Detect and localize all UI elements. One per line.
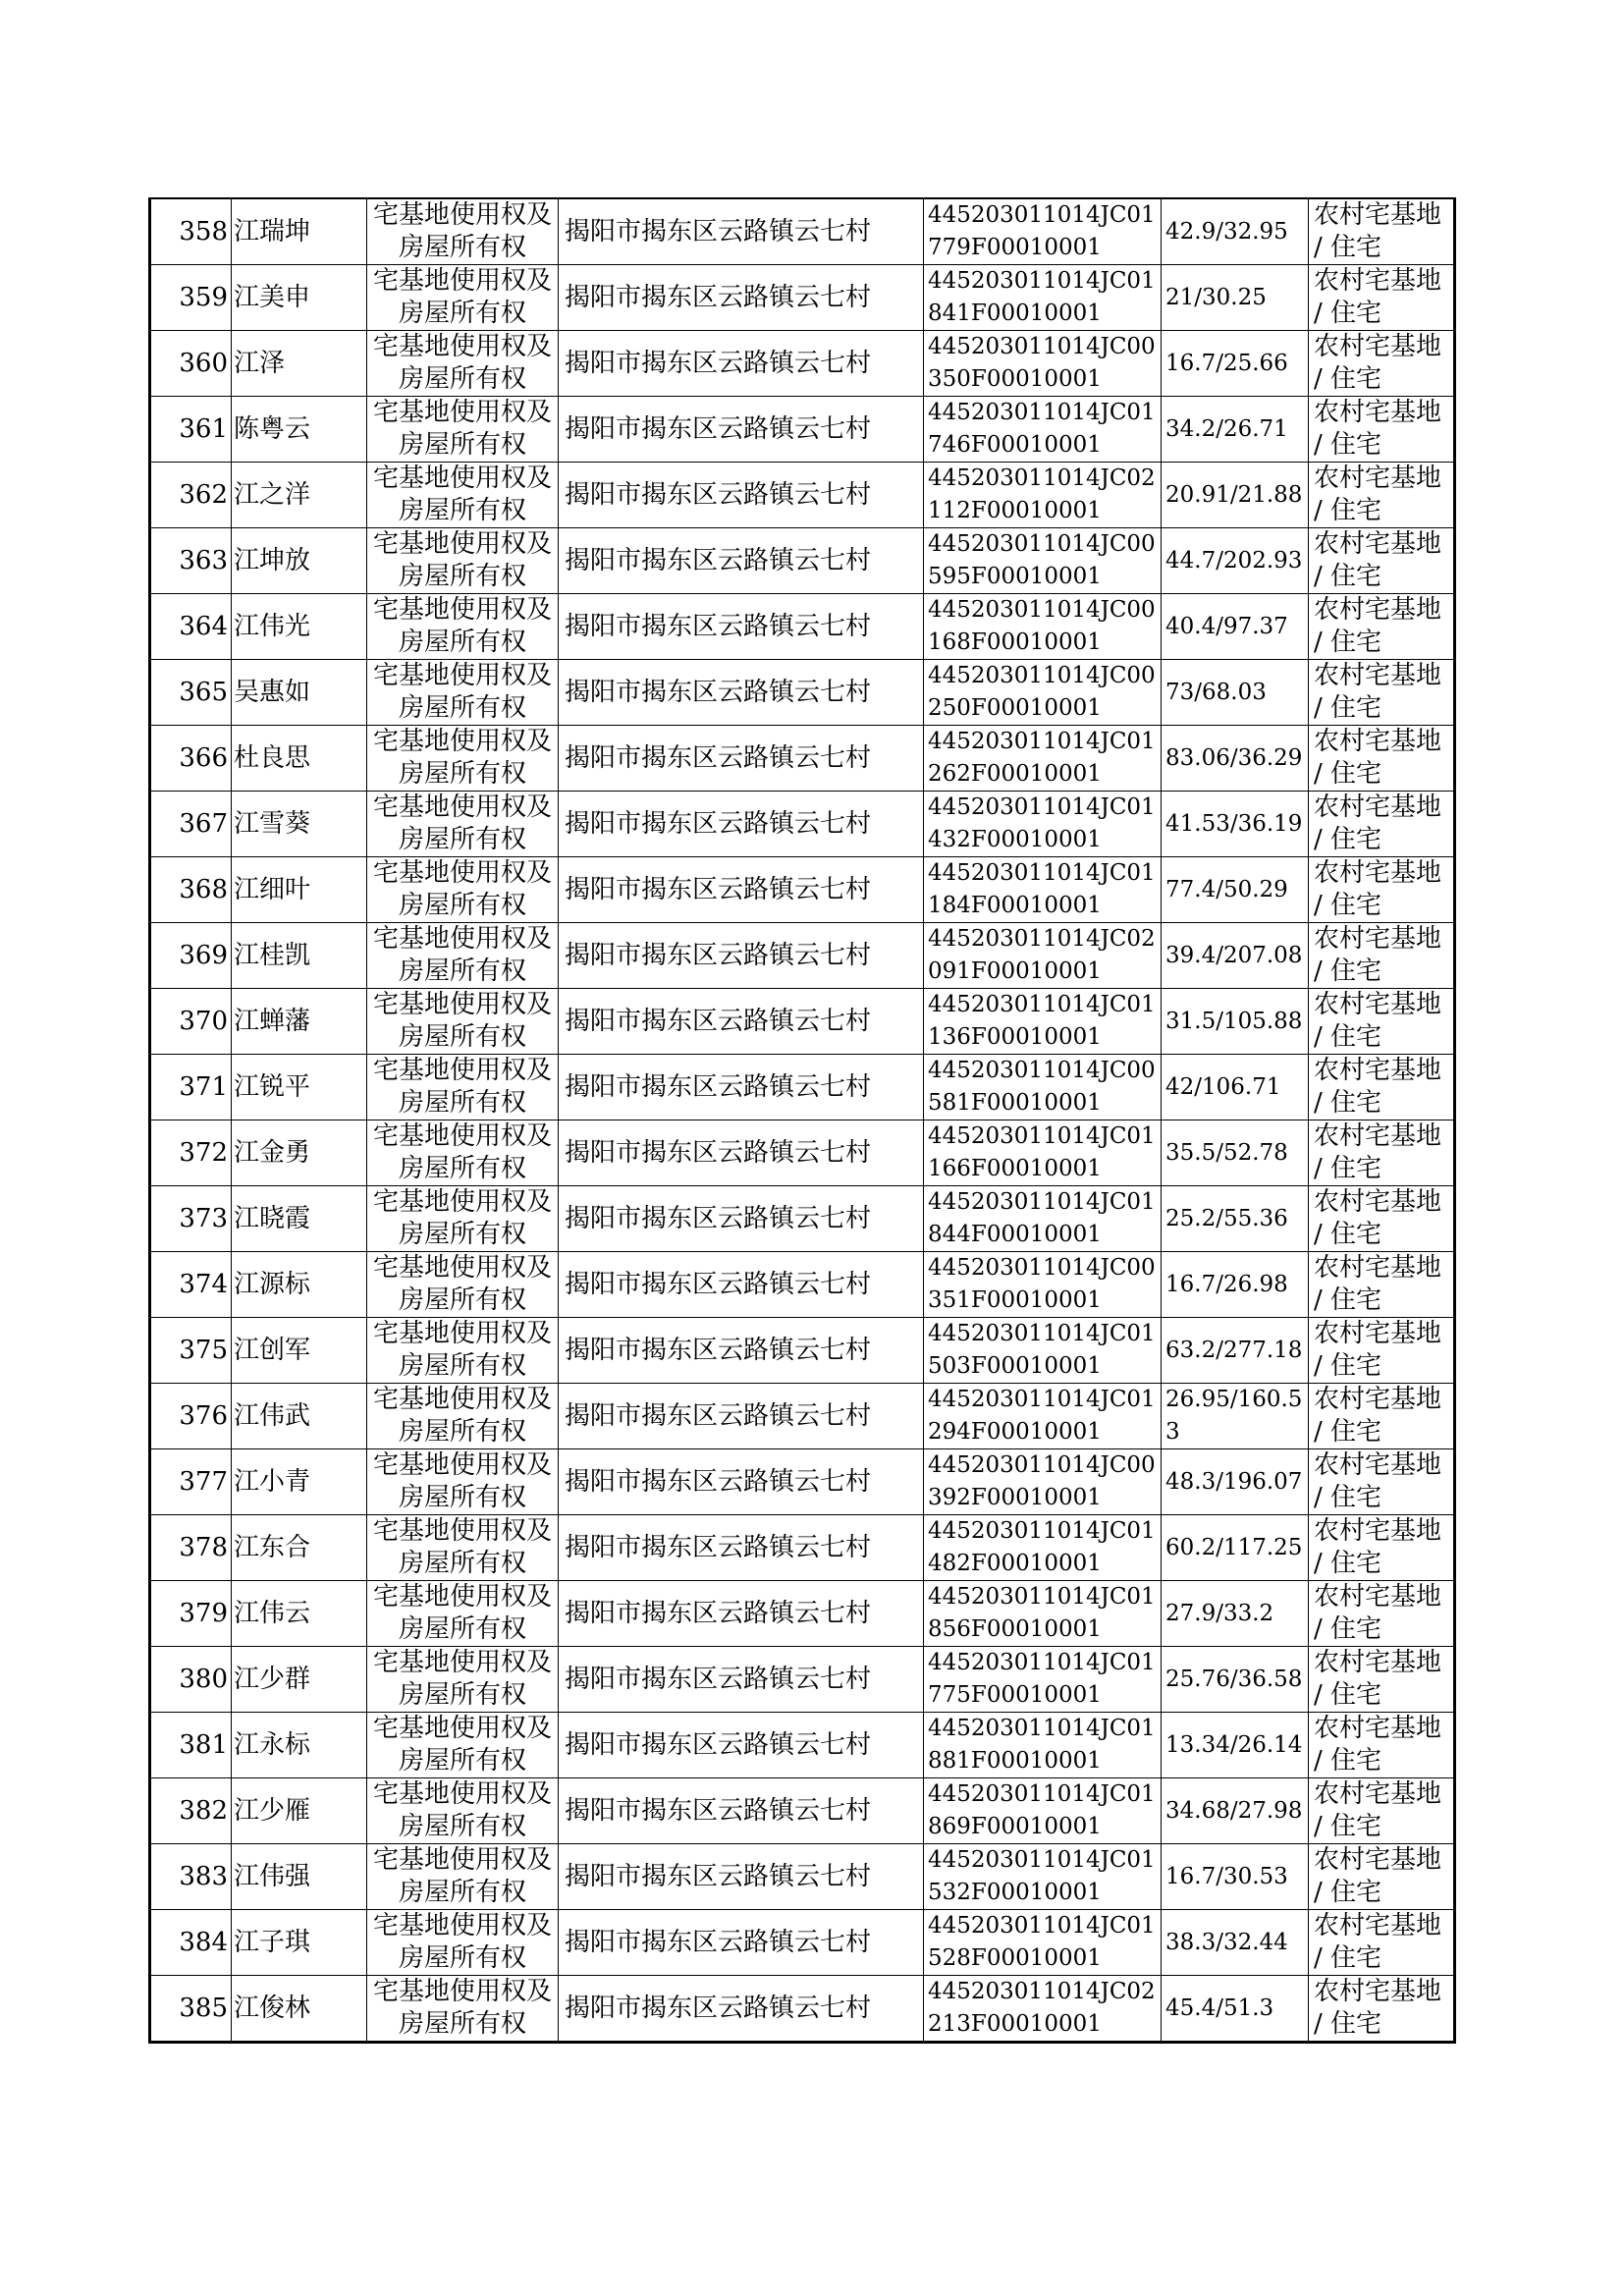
right-type-cell: 宅基地使用权及房屋所有权 — [367, 331, 559, 397]
location-cell: 揭阳市揭东区云路镇云七村 — [559, 989, 924, 1055]
area-cell: 38.3/32.44 — [1162, 1910, 1309, 1976]
location-cell: 揭阳市揭东区云路镇云七村 — [559, 726, 924, 792]
land-use-cell: 农村宅基地 / 住宅 — [1309, 1976, 1455, 2043]
table-row — [150, 1844, 1455, 1910]
location-cell: 揭阳市揭东区云路镇云七村 — [559, 1976, 924, 2043]
land-use-cell: 农村宅基地 / 住宅 — [1309, 528, 1455, 594]
unit-code-cell: 445203011014JC01294F00010001 — [924, 1384, 1162, 1449]
row-number-cell: 365 — [150, 660, 232, 726]
owner-name-cell: 江瑞坤 — [232, 198, 367, 265]
table-row — [150, 265, 1455, 331]
unit-code-cell: 445203011014JC00351F00010001 — [924, 1252, 1162, 1318]
right-type-cell: 宅基地使用权及房屋所有权 — [367, 1581, 559, 1647]
row-number-cell: 375 — [150, 1318, 232, 1384]
right-type-cell: 宅基地使用权及房屋所有权 — [367, 1186, 559, 1252]
table-row — [150, 1581, 1455, 1647]
row-number-cell: 359 — [150, 265, 232, 331]
owner-name-cell: 江晓霞 — [232, 1186, 367, 1252]
land-use-cell: 农村宅基地 / 住宅 — [1309, 1318, 1455, 1384]
unit-code-cell: 445203011014JC00581F00010001 — [924, 1055, 1162, 1120]
row-number-cell: 368 — [150, 857, 232, 923]
location-cell: 揭阳市揭东区云路镇云七村 — [559, 331, 924, 397]
unit-code-cell: 445203011014JC01746F00010001 — [924, 397, 1162, 463]
area-cell: 21/30.25 — [1162, 265, 1309, 331]
row-number-cell: 358 — [150, 198, 232, 265]
unit-code-cell: 445203011014JC01844F00010001 — [924, 1186, 1162, 1252]
location-cell: 揭阳市揭东区云路镇云七村 — [559, 594, 924, 660]
location-cell: 揭阳市揭东区云路镇云七村 — [559, 198, 924, 265]
right-type-cell: 宅基地使用权及房屋所有权 — [367, 1976, 559, 2043]
owner-name-cell: 江蝉藩 — [232, 989, 367, 1055]
table-row — [150, 1778, 1455, 1844]
owner-name-cell: 杜良思 — [232, 726, 367, 792]
land-use-cell: 农村宅基地 / 住宅 — [1309, 1120, 1455, 1186]
area-cell: 25.76/36.58 — [1162, 1647, 1309, 1713]
land-use-cell: 农村宅基地 / 住宅 — [1309, 463, 1455, 528]
table-row — [150, 1910, 1455, 1976]
area-cell: 20.91/21.88 — [1162, 463, 1309, 528]
unit-code-cell: 445203011014JC01775F00010001 — [924, 1647, 1162, 1713]
table-row — [150, 463, 1455, 528]
right-type-cell: 宅基地使用权及房屋所有权 — [367, 1318, 559, 1384]
row-number-cell: 371 — [150, 1055, 232, 1120]
location-cell: 揭阳市揭东区云路镇云七村 — [559, 857, 924, 923]
owner-name-cell: 江伟云 — [232, 1581, 367, 1647]
right-type-cell: 宅基地使用权及房屋所有权 — [367, 1449, 559, 1515]
register-table-body — [150, 198, 1455, 2043]
row-number-cell: 378 — [150, 1515, 232, 1581]
land-use-cell: 农村宅基地 / 住宅 — [1309, 1844, 1455, 1910]
area-cell: 83.06/36.29 — [1162, 726, 1309, 792]
table-row — [150, 331, 1455, 397]
area-cell: 48.3/196.07 — [1162, 1449, 1309, 1515]
right-type-cell: 宅基地使用权及房屋所有权 — [367, 265, 559, 331]
table-row — [150, 528, 1455, 594]
table-row — [150, 1713, 1455, 1778]
right-type-cell: 宅基地使用权及房屋所有权 — [367, 1515, 559, 1581]
unit-code-cell: 445203011014JC01136F00010001 — [924, 989, 1162, 1055]
location-cell: 揭阳市揭东区云路镇云七村 — [559, 463, 924, 528]
right-type-cell: 宅基地使用权及房屋所有权 — [367, 463, 559, 528]
table-row — [150, 1976, 1455, 2043]
table-row — [150, 1055, 1455, 1120]
table-row — [150, 397, 1455, 463]
location-cell: 揭阳市揭东区云路镇云七村 — [559, 1318, 924, 1384]
unit-code-cell: 445203011014JC01503F00010001 — [924, 1318, 1162, 1384]
owner-name-cell: 江雪葵 — [232, 792, 367, 857]
unit-code-cell: 445203011014JC01262F00010001 — [924, 726, 1162, 792]
land-use-cell: 农村宅基地 / 住宅 — [1309, 1581, 1455, 1647]
area-cell: 45.4/51.3 — [1162, 1976, 1309, 2043]
row-number-cell: 362 — [150, 463, 232, 528]
right-type-cell: 宅基地使用权及房屋所有权 — [367, 1384, 559, 1449]
row-number-cell: 364 — [150, 594, 232, 660]
table-row — [150, 792, 1455, 857]
owner-name-cell: 江源标 — [232, 1252, 367, 1318]
unit-code-cell: 445203011014JC00595F00010001 — [924, 528, 1162, 594]
owner-name-cell: 江小青 — [232, 1449, 367, 1515]
area-cell: 26.95/160.53 — [1162, 1384, 1309, 1449]
area-cell: 13.34/26.14 — [1162, 1713, 1309, 1778]
owner-name-cell: 江子琪 — [232, 1910, 367, 1976]
location-cell: 揭阳市揭东区云路镇云七村 — [559, 660, 924, 726]
land-use-cell: 农村宅基地 / 住宅 — [1309, 1384, 1455, 1449]
row-number-cell: 369 — [150, 923, 232, 989]
unit-code-cell: 445203011014JC01841F00010001 — [924, 265, 1162, 331]
location-cell: 揭阳市揭东区云路镇云七村 — [559, 1384, 924, 1449]
row-number-cell: 366 — [150, 726, 232, 792]
right-type-cell: 宅基地使用权及房屋所有权 — [367, 726, 559, 792]
area-cell: 42/106.71 — [1162, 1055, 1309, 1120]
table-row — [150, 1384, 1455, 1449]
row-number-cell: 374 — [150, 1252, 232, 1318]
unit-code-cell: 445203011014JC01779F00010001 — [924, 198, 1162, 265]
location-cell: 揭阳市揭东区云路镇云七村 — [559, 528, 924, 594]
area-cell: 34.68/27.98 — [1162, 1778, 1309, 1844]
land-use-cell: 农村宅基地 / 住宅 — [1309, 1713, 1455, 1778]
right-type-cell: 宅基地使用权及房屋所有权 — [367, 198, 559, 265]
area-cell: 73/68.03 — [1162, 660, 1309, 726]
area-cell: 60.2/117.25 — [1162, 1515, 1309, 1581]
unit-code-cell: 445203011014JC02091F00010001 — [924, 923, 1162, 989]
location-cell: 揭阳市揭东区云路镇云七村 — [559, 1713, 924, 1778]
unit-code-cell: 445203011014JC01532F00010001 — [924, 1844, 1162, 1910]
owner-name-cell: 陈粤云 — [232, 397, 367, 463]
location-cell: 揭阳市揭东区云路镇云七村 — [559, 1055, 924, 1120]
land-use-cell: 农村宅基地 / 住宅 — [1309, 989, 1455, 1055]
location-cell: 揭阳市揭东区云路镇云七村 — [559, 397, 924, 463]
owner-name-cell: 江永标 — [232, 1713, 367, 1778]
land-use-cell: 农村宅基地 / 住宅 — [1309, 1910, 1455, 1976]
location-cell: 揭阳市揭东区云路镇云七村 — [559, 1647, 924, 1713]
right-type-cell: 宅基地使用权及房屋所有权 — [367, 1055, 559, 1120]
area-cell: 40.4/97.37 — [1162, 594, 1309, 660]
owner-name-cell: 江金勇 — [232, 1120, 367, 1186]
unit-code-cell: 445203011014JC01166F00010001 — [924, 1120, 1162, 1186]
area-cell: 39.4/207.08 — [1162, 923, 1309, 989]
row-number-cell: 372 — [150, 1120, 232, 1186]
table-row — [150, 198, 1455, 265]
right-type-cell: 宅基地使用权及房屋所有权 — [367, 923, 559, 989]
right-type-cell: 宅基地使用权及房屋所有权 — [367, 594, 559, 660]
table-row — [150, 923, 1455, 989]
owner-name-cell: 江俊林 — [232, 1976, 367, 2043]
area-cell: 35.5/52.78 — [1162, 1120, 1309, 1186]
area-cell: 16.7/25.66 — [1162, 331, 1309, 397]
row-number-cell: 361 — [150, 397, 232, 463]
unit-code-cell: 445203011014JC01869F00010001 — [924, 1778, 1162, 1844]
row-number-cell: 384 — [150, 1910, 232, 1976]
unit-code-cell: 445203011014JC01881F00010001 — [924, 1713, 1162, 1778]
location-cell: 揭阳市揭东区云路镇云七村 — [559, 1515, 924, 1581]
location-cell: 揭阳市揭东区云路镇云七村 — [559, 1120, 924, 1186]
land-use-cell: 农村宅基地 / 住宅 — [1309, 265, 1455, 331]
owner-name-cell: 江坤放 — [232, 528, 367, 594]
unit-code-cell: 445203011014JC01184F00010001 — [924, 857, 1162, 923]
table-row — [150, 594, 1455, 660]
location-cell: 揭阳市揭东区云路镇云七村 — [559, 1910, 924, 1976]
land-use-cell: 农村宅基地 / 住宅 — [1309, 923, 1455, 989]
land-use-cell: 农村宅基地 / 住宅 — [1309, 1186, 1455, 1252]
row-number-cell: 377 — [150, 1449, 232, 1515]
location-cell: 揭阳市揭东区云路镇云七村 — [559, 1581, 924, 1647]
register-table — [148, 197, 1456, 2044]
right-type-cell: 宅基地使用权及房屋所有权 — [367, 1252, 559, 1318]
right-type-cell: 宅基地使用权及房屋所有权 — [367, 792, 559, 857]
unit-code-cell: 445203011014JC02112F00010001 — [924, 463, 1162, 528]
row-number-cell: 373 — [150, 1186, 232, 1252]
owner-name-cell: 江创军 — [232, 1318, 367, 1384]
table-row — [150, 989, 1455, 1055]
land-use-cell: 农村宅基地 / 住宅 — [1309, 792, 1455, 857]
owner-name-cell: 江东合 — [232, 1515, 367, 1581]
land-use-cell: 农村宅基地 / 住宅 — [1309, 1449, 1455, 1515]
location-cell: 揭阳市揭东区云路镇云七村 — [559, 1844, 924, 1910]
area-cell: 77.4/50.29 — [1162, 857, 1309, 923]
owner-name-cell: 江少群 — [232, 1647, 367, 1713]
area-cell: 44.7/202.93 — [1162, 528, 1309, 594]
unit-code-cell: 445203011014JC01856F00010001 — [924, 1581, 1162, 1647]
unit-code-cell: 445203011014JC01482F00010001 — [924, 1515, 1162, 1581]
land-use-cell: 农村宅基地 / 住宅 — [1309, 1515, 1455, 1581]
table-row — [150, 1186, 1455, 1252]
land-use-cell: 农村宅基地 / 住宅 — [1309, 1647, 1455, 1713]
owner-name-cell: 江少雁 — [232, 1778, 367, 1844]
area-cell: 16.7/30.53 — [1162, 1844, 1309, 1910]
land-use-cell: 农村宅基地 / 住宅 — [1309, 1055, 1455, 1120]
owner-name-cell: 江伟武 — [232, 1384, 367, 1449]
area-cell: 63.2/277.18 — [1162, 1318, 1309, 1384]
land-use-cell: 农村宅基地 / 住宅 — [1309, 594, 1455, 660]
table-row — [150, 1252, 1455, 1318]
location-cell: 揭阳市揭东区云路镇云七村 — [559, 265, 924, 331]
land-use-cell: 农村宅基地 / 住宅 — [1309, 660, 1455, 726]
area-cell: 16.7/26.98 — [1162, 1252, 1309, 1318]
row-number-cell: 381 — [150, 1713, 232, 1778]
unit-code-cell: 445203011014JC00168F00010001 — [924, 594, 1162, 660]
table-row — [150, 1449, 1455, 1515]
owner-name-cell: 江美申 — [232, 265, 367, 331]
right-type-cell: 宅基地使用权及房屋所有权 — [367, 660, 559, 726]
location-cell: 揭阳市揭东区云路镇云七村 — [559, 923, 924, 989]
owner-name-cell: 江伟光 — [232, 594, 367, 660]
row-number-cell: 370 — [150, 989, 232, 1055]
table-row — [150, 1515, 1455, 1581]
right-type-cell: 宅基地使用权及房屋所有权 — [367, 1778, 559, 1844]
row-number-cell: 367 — [150, 792, 232, 857]
right-type-cell: 宅基地使用权及房屋所有权 — [367, 857, 559, 923]
table-row — [150, 1318, 1455, 1384]
owner-name-cell: 吴惠如 — [232, 660, 367, 726]
area-cell: 25.2/55.36 — [1162, 1186, 1309, 1252]
land-use-cell: 农村宅基地 / 住宅 — [1309, 198, 1455, 265]
row-number-cell: 385 — [150, 1976, 232, 2043]
land-use-cell: 农村宅基地 / 住宅 — [1309, 331, 1455, 397]
unit-code-cell: 445203011014JC00392F00010001 — [924, 1449, 1162, 1515]
row-number-cell: 382 — [150, 1778, 232, 1844]
unit-code-cell: 445203011014JC01432F00010001 — [924, 792, 1162, 857]
owner-name-cell: 江桂凯 — [232, 923, 367, 989]
location-cell: 揭阳市揭东区云路镇云七村 — [559, 1186, 924, 1252]
row-number-cell: 380 — [150, 1647, 232, 1713]
row-number-cell: 379 — [150, 1581, 232, 1647]
land-use-cell: 农村宅基地 / 住宅 — [1309, 1778, 1455, 1844]
right-type-cell: 宅基地使用权及房屋所有权 — [367, 1120, 559, 1186]
owner-name-cell: 江伟强 — [232, 1844, 367, 1910]
right-type-cell: 宅基地使用权及房屋所有权 — [367, 397, 559, 463]
table-row — [150, 726, 1455, 792]
table-row — [150, 1120, 1455, 1186]
area-cell: 27.9/33.2 — [1162, 1581, 1309, 1647]
right-type-cell: 宅基地使用权及房屋所有权 — [367, 1647, 559, 1713]
right-type-cell: 宅基地使用权及房屋所有权 — [367, 1844, 559, 1910]
land-use-cell: 农村宅基地 / 住宅 — [1309, 1252, 1455, 1318]
row-number-cell: 383 — [150, 1844, 232, 1910]
location-cell: 揭阳市揭东区云路镇云七村 — [559, 792, 924, 857]
location-cell: 揭阳市揭东区云路镇云七村 — [559, 1449, 924, 1515]
area-cell: 41.53/36.19 — [1162, 792, 1309, 857]
right-type-cell: 宅基地使用权及房屋所有权 — [367, 1910, 559, 1976]
area-cell: 34.2/26.71 — [1162, 397, 1309, 463]
table-row — [150, 857, 1455, 923]
row-number-cell: 360 — [150, 331, 232, 397]
right-type-cell: 宅基地使用权及房屋所有权 — [367, 1713, 559, 1778]
area-cell: 42.9/32.95 — [1162, 198, 1309, 265]
owner-name-cell: 江细叶 — [232, 857, 367, 923]
location-cell: 揭阳市揭东区云路镇云七村 — [559, 1252, 924, 1318]
land-use-cell: 农村宅基地 / 住宅 — [1309, 857, 1455, 923]
row-number-cell: 363 — [150, 528, 232, 594]
right-type-cell: 宅基地使用权及房屋所有权 — [367, 528, 559, 594]
unit-code-cell: 445203011014JC00250F00010001 — [924, 660, 1162, 726]
row-number-cell: 376 — [150, 1384, 232, 1449]
right-type-cell: 宅基地使用权及房屋所有权 — [367, 989, 559, 1055]
owner-name-cell: 江之洋 — [232, 463, 367, 528]
owner-name-cell: 江泽 — [232, 331, 367, 397]
table-row — [150, 660, 1455, 726]
area-cell: 31.5/105.88 — [1162, 989, 1309, 1055]
table-row — [150, 1647, 1455, 1713]
unit-code-cell: 445203011014JC02213F00010001 — [924, 1976, 1162, 2043]
unit-code-cell: 445203011014JC00350F00010001 — [924, 331, 1162, 397]
owner-name-cell: 江锐平 — [232, 1055, 367, 1120]
land-use-cell: 农村宅基地 / 住宅 — [1309, 397, 1455, 463]
unit-code-cell: 445203011014JC01528F00010001 — [924, 1910, 1162, 1976]
land-use-cell: 农村宅基地 / 住宅 — [1309, 726, 1455, 792]
location-cell: 揭阳市揭东区云路镇云七村 — [559, 1778, 924, 1844]
